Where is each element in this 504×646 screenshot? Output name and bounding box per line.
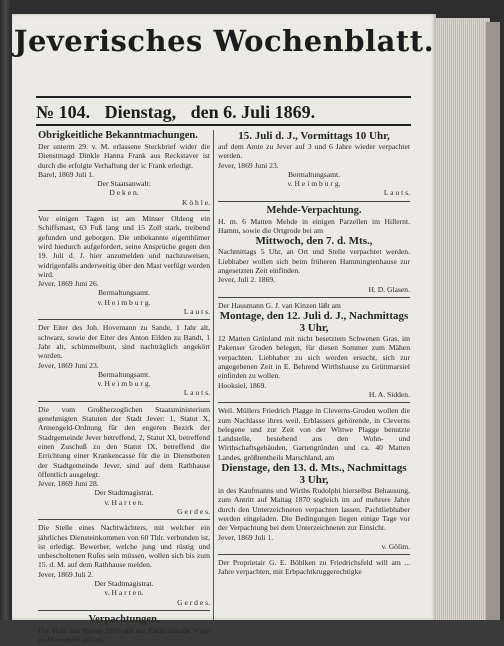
notice-date-heading: Dienstage, den 13. d. Mts., Nachmittags 3 Uhr, [221, 462, 407, 487]
notice-sign: H. A. Sidden. [368, 389, 410, 399]
notice-sign: v. H e i m b u r g. [97, 297, 151, 307]
notice-r3 [218, 301, 410, 399]
dateline-rule [36, 124, 411, 126]
notice-2 [38, 214, 210, 316]
divider [218, 201, 410, 202]
notice-text: Vor einigen Tagen ist am Minser Oldeog ein Schiffsmast, 63 Fuß lang und 15 Zoll stark, treibend gefunden und geborgen. Die unbekannte eigenthümer wird hiedurch aufgefordert, seine Ansprüche gegen den 19. Juli d. J. hier anzumelden und nachzuweisen, widrigenfalls anderweitig über den Mast verfügt werden wird. [38, 214, 210, 279]
notice-place: Hooksiel, 1869. [218, 380, 267, 390]
notice-place: Jever, 1869 Juni 23. [38, 360, 99, 370]
notice-office: Bermaltungsamt. [287, 169, 341, 179]
notice-tag: L a u t s. [183, 388, 210, 398]
notice-place: Barel, 1869 Juli 1. [38, 169, 94, 179]
notice-tag: L a u t s. [383, 188, 410, 198]
issue-date: den 6. Juli 1869. [190, 102, 316, 122]
notice-text-2: 12 Matten Grünland mit nicht besetztem Schwenen Gras, im Pakenser Groden belegen, für diesen Sommer zum Mähen verpachten. Liebhaber zu sich werden ersucht, sich zur angegebenen Zeit in E. Behrend Wirthshause zu Grüttmarsiel einfinden zu wollen. [218, 334, 410, 381]
masthead-title: Jeverisches Wochenblatt. [13, 24, 435, 58]
notice-tag: G e r d e s. [177, 506, 210, 516]
notice-office: Bermaltungsamt. [97, 369, 151, 379]
divider [218, 402, 410, 403]
notice-text-2: in des Kaufmanns und Wirths Rudolphi hierselbst Behausung, zum Antritt auf Maitag 1870 sogleich im auf mehrere Jahre durch den Unterzeichneten verpachten lassen. Pachtliebhaber werden eingeladen. Die Bedingungen liegen einige Tage vor der Verpachtung bei dem Unterzeichneten zur Einsicht. [218, 486, 410, 533]
notice-text: H. m. 6 Matten Mehde in einigen Parzellen im Hillernt. Hamm, sowie die Ortgrode bei am [218, 216, 410, 236]
notice-text: Der unterm 29. v. M. erlassene Steckbrief wider die Dienstmagd Dinkle Hanna Frank aus Reckstaver ist durch die erfolgte Verhaftung der ic Frank erledigt. [38, 142, 210, 170]
divider [38, 210, 210, 211]
issue-day: Dienstag, [104, 102, 177, 122]
left-column [38, 130, 210, 646]
issue-number: № 104. [36, 102, 91, 122]
notice-tag: L a u t s. [183, 307, 210, 317]
notice-place: Jever, 1869 Juli 2. [38, 569, 94, 579]
column-divider [213, 130, 214, 620]
notice-6 [38, 614, 210, 645]
notice-date-heading: Montage, den 12. Juli d. J., Nachmittags 3 Uhr, [219, 310, 409, 335]
notice-sign: v. H a r t e n. [104, 497, 144, 507]
notice-office: Der Staatsanwalt: [97, 179, 151, 189]
notice-5 [38, 523, 210, 607]
notice-sign: v. H a r t e n. [104, 588, 144, 598]
notice-text: Der Eiter des Joh. Hovemann zu Sande, 1 Jahr alt, schwarz, sowie der Eiter des Anton Eilden zu Bandt, 1 Jahr alt, schimmelbunt, sind nachträglich angekört worden. [38, 323, 210, 361]
notice-sign: v. Gölim. [381, 541, 410, 551]
notice-r5 [218, 558, 410, 577]
notice-office: Bermaltungsamt. [97, 288, 151, 298]
divider [218, 554, 410, 555]
notice-text: Weil. Müllers Friedrich Plagge in Cleverns-Groden wollen die zum Nachlasse ihres weil. Erblassers gehörende, in Cleverns belegene und zur Zeit von der Wittwe Plagge benutzte Landstelle, bestehend aus den Wohn- und Wirthschaftsgebäuden, Gartengründen und ca. 40 Matten Landes, größtentheils Marschland, am [218, 406, 410, 462]
section-heading: Obrigkeitliche Bekanntmachungen. [38, 130, 198, 141]
section-heading: Verpachtungen. [88, 613, 160, 625]
notice-1 [38, 130, 210, 207]
divider [38, 610, 210, 611]
notice-date-heading: Mittwoch, den 7. d. Mts., [255, 235, 373, 248]
divider [38, 401, 210, 402]
notice-text: Die Stelle eines Nachtwächters, mit welcher ein jährliches Diensteinkommen von 60 Thlr. verbunden ist, ist erledigt. Bewerber, welche jung und rüstig und unbescholtenen Rufes sein müssen, wollen sich bis zum 15. d. M. auf dem Rathhause melden. [38, 523, 210, 570]
notice-tag: K ö h l e. [181, 197, 210, 207]
divider [38, 519, 210, 520]
divider [218, 297, 410, 298]
page-stack-edges [436, 18, 490, 620]
notice-place: Jever, 1869 Juni 23. [218, 160, 279, 170]
notice-place: Jever, 1869 Juni 28. [38, 479, 99, 489]
right-column [218, 130, 410, 578]
dateline [36, 102, 416, 123]
notice-text: Der Proprietair G. E. Böhlken zu Friedrichsfeld will am ... Jahre verpachten, mit Erbpachtkruggerechtigke [218, 558, 410, 577]
newspaper-page [12, 14, 436, 645]
top-rule [36, 96, 411, 98]
notice-sign: v. H e i m b u r g. [97, 379, 151, 389]
notice-r4 [218, 406, 410, 551]
notice-sign: H. D. Glasen. [368, 284, 410, 294]
notice-place: Jever, 1869 Juni 26. [38, 279, 99, 289]
notice-text: Die vom Großherzoglichen Staatsministerium genehmigten Statuten der Stadt Jever: 1, Statut X, Armengeld-Ordnung für den engeren Bezirk der Stadtgemeinde Jever betreffend, 2, Statut XI, betreffend einen Zuschuß zu den Statut IX, betreffend die Errichtung einer Krankencasse für die in Dienstboten der Stadtgemeinde Jever, sind auf dem Rathhause öffentlich ausgelegt. [38, 404, 210, 479]
notice-3 [38, 323, 210, 397]
section-heading: Mehde-Verpachtung. [266, 204, 362, 216]
divider [38, 319, 210, 320]
notice-4 [38, 405, 210, 517]
notice-tag: G e r d e s. [177, 597, 210, 607]
notice-office: Der Stadtmagistrat. [94, 579, 154, 589]
notice-text: Der Hausmann G. J. van Kinzen läßt am [218, 300, 341, 310]
notice-date-heading: 15. Juli d. J., Vormittags 10 Uhr, [238, 130, 390, 142]
notice-office: Der Stadtmagistrat. [94, 488, 154, 498]
notice-place: Jever, 1869 Juli 1. [218, 532, 274, 542]
notice-sign: v. H e i m b u r g. [287, 179, 341, 189]
notice-r2 [218, 205, 410, 294]
book-edge [486, 22, 500, 620]
notice-text: Der Holz mit Raitag 1870 auf der Pacht tzleude Wage zu Mariensiel soll am [38, 625, 210, 645]
notice-text-2: Nachmittags 5 Uhr, an Ort und Stelle verpachtet werden. Liebhaber wollen sich beim früheren Hammingtenhause zur angesetzten Zeit einfinden. [218, 247, 410, 275]
notice-place: Jever, Juli 2. 1869. [218, 275, 276, 285]
notice-text: auf dem Amte zu Jever auf 3 und 6 Jahre wieder verpachtet werden. [218, 142, 410, 161]
notice-sign: D e k e n. [109, 188, 139, 198]
notice-r1 [218, 130, 410, 198]
